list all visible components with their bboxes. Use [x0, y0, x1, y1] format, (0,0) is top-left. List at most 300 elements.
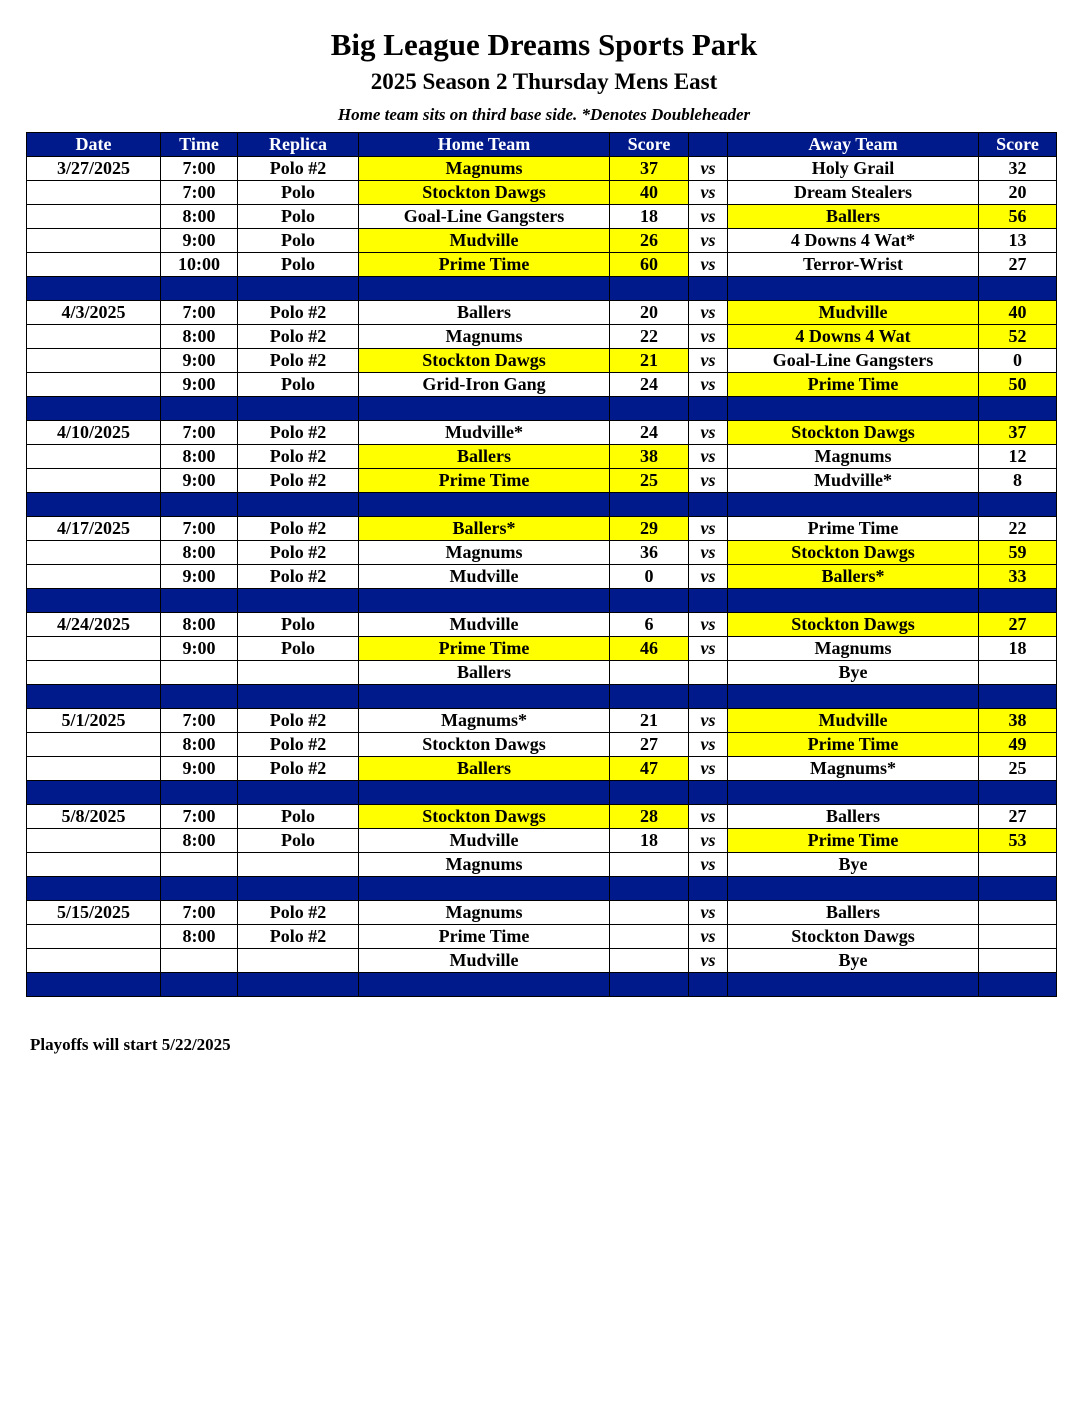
home-team-cell: Magnums [359, 853, 610, 877]
separator-cell [238, 589, 359, 613]
date-cell: 4/24/2025 [27, 613, 161, 637]
time-cell: 9:00 [161, 229, 238, 253]
home-team-cell: Magnums* [359, 709, 610, 733]
away-team-cell: Magnums [728, 445, 979, 469]
table-row [27, 253, 1057, 277]
footer-note: Playoffs will start 5/22/2025 [30, 1035, 231, 1054]
separator-cell [610, 973, 689, 997]
table-row [27, 925, 1057, 949]
away-team-cell: Ballers* [728, 565, 979, 589]
separator-row [27, 877, 1057, 901]
away-score-cell: 53 [979, 829, 1057, 853]
table-row [27, 517, 1057, 541]
away-team-cell: Ballers [728, 805, 979, 829]
table-row [27, 181, 1057, 205]
away-score-cell: 27 [979, 613, 1057, 637]
separator-cell [979, 781, 1057, 805]
home-team-cell: Stockton Dawgs [359, 349, 610, 373]
separator-cell [689, 877, 728, 901]
home-score-cell [610, 661, 689, 685]
home-score-cell: 27 [610, 733, 689, 757]
replica-cell: Polo [238, 253, 359, 277]
separator-cell [359, 877, 610, 901]
separator-cell [359, 973, 610, 997]
table-row [27, 229, 1057, 253]
replica-cell: Polo #2 [238, 421, 359, 445]
separator-cell [238, 877, 359, 901]
time-cell: 7:00 [161, 301, 238, 325]
replica-cell: Polo #2 [238, 517, 359, 541]
date-cell [27, 373, 161, 397]
time-cell: 8:00 [161, 445, 238, 469]
time-cell: 8:00 [161, 733, 238, 757]
home-team-cell: Goal-Line Gangsters [359, 205, 610, 229]
replica-cell: Polo #2 [238, 157, 359, 181]
away-team-cell: Prime Time [728, 373, 979, 397]
replica-cell: Polo #2 [238, 301, 359, 325]
date-cell [27, 541, 161, 565]
separator-cell [359, 493, 610, 517]
home-team-cell: Ballers [359, 757, 610, 781]
home-team-cell: Ballers [359, 445, 610, 469]
time-cell: 7:00 [161, 157, 238, 181]
away-team-cell: Stockton Dawgs [728, 421, 979, 445]
away-team-cell: Bye [728, 853, 979, 877]
col-header-away-score: Score [979, 133, 1057, 157]
separator-cell [161, 685, 238, 709]
separator-cell [689, 493, 728, 517]
separator-cell [161, 973, 238, 997]
home-team-cell: Mudville [359, 829, 610, 853]
vs-cell: vs [689, 445, 728, 469]
date-cell [27, 829, 161, 853]
separator-cell [238, 781, 359, 805]
table-row [27, 901, 1057, 925]
away-score-cell [979, 853, 1057, 877]
separator-cell [238, 397, 359, 421]
date-cell: 5/15/2025 [27, 901, 161, 925]
table-row [27, 469, 1057, 493]
separator-cell [689, 973, 728, 997]
separator-cell [728, 973, 979, 997]
home-team-cell: Prime Time [359, 253, 610, 277]
away-team-cell: Stockton Dawgs [728, 541, 979, 565]
home-team-cell: Ballers* [359, 517, 610, 541]
home-team-cell: Mudville* [359, 421, 610, 445]
col-header-away-team: Away Team [728, 133, 979, 157]
home-score-cell: 37 [610, 157, 689, 181]
separator-cell [359, 277, 610, 301]
date-cell [27, 253, 161, 277]
vs-cell: vs [689, 517, 728, 541]
replica-cell: Polo [238, 229, 359, 253]
away-score-cell: 56 [979, 205, 1057, 229]
home-team-cell: Ballers [359, 661, 610, 685]
col-header-date: Date [27, 133, 161, 157]
table-row [27, 349, 1057, 373]
separator-row [27, 277, 1057, 301]
home-team-cell: Mudville [359, 613, 610, 637]
separator-cell [238, 277, 359, 301]
vs-cell: vs [689, 253, 728, 277]
home-team-cell: Prime Time [359, 469, 610, 493]
away-score-cell: 13 [979, 229, 1057, 253]
table-row [27, 157, 1057, 181]
away-score-cell: 49 [979, 733, 1057, 757]
separator-cell [689, 397, 728, 421]
away-team-cell: Goal-Line Gangsters [728, 349, 979, 373]
replica-cell: Polo [238, 373, 359, 397]
vs-cell: vs [689, 325, 728, 349]
away-team-cell: Magnums [728, 637, 979, 661]
date-cell [27, 445, 161, 469]
home-score-cell: 47 [610, 757, 689, 781]
separator-cell [689, 589, 728, 613]
time-cell: 7:00 [161, 517, 238, 541]
separator-cell [359, 589, 610, 613]
home-score-cell: 6 [610, 613, 689, 637]
replica-cell: Polo #2 [238, 709, 359, 733]
replica-cell: Polo #2 [238, 325, 359, 349]
away-team-cell: Terror-Wrist [728, 253, 979, 277]
table-row [27, 205, 1057, 229]
col-header-home-score: Score [610, 133, 689, 157]
separator-row [27, 685, 1057, 709]
table-row [27, 565, 1057, 589]
away-team-cell: Mudville [728, 301, 979, 325]
home-score-cell: 60 [610, 253, 689, 277]
replica-cell: Polo #2 [238, 757, 359, 781]
replica-cell: Polo [238, 637, 359, 661]
col-header-replica: Replica [238, 133, 359, 157]
time-cell: 7:00 [161, 709, 238, 733]
separator-cell [979, 277, 1057, 301]
home-score-cell: 46 [610, 637, 689, 661]
separator-row [27, 781, 1057, 805]
time-cell: 10:00 [161, 253, 238, 277]
separator-cell [689, 685, 728, 709]
separator-cell [27, 589, 161, 613]
home-score-cell: 25 [610, 469, 689, 493]
time-cell: 8:00 [161, 541, 238, 565]
date-cell [27, 325, 161, 349]
away-score-cell: 32 [979, 157, 1057, 181]
home-team-cell: Magnums [359, 541, 610, 565]
home-team-cell: Mudville [359, 565, 610, 589]
away-team-cell: Prime Time [728, 829, 979, 853]
separator-cell [728, 685, 979, 709]
home-team-cell: Prime Time [359, 925, 610, 949]
page-subtitle: 2025 Season 2 Thursday Mens East [370, 69, 718, 94]
vs-cell: vs [689, 469, 728, 493]
away-score-cell: 18 [979, 637, 1057, 661]
replica-cell: Polo [238, 613, 359, 637]
vs-cell: vs [689, 229, 728, 253]
separator-cell [689, 781, 728, 805]
time-cell: 9:00 [161, 349, 238, 373]
separator-cell [161, 493, 238, 517]
separator-cell [610, 781, 689, 805]
vs-cell: vs [689, 157, 728, 181]
table-row [27, 949, 1057, 973]
vs-cell: vs [689, 205, 728, 229]
time-cell: 9:00 [161, 373, 238, 397]
date-cell [27, 469, 161, 493]
date-cell [27, 733, 161, 757]
schedule-table [26, 132, 1057, 997]
date-cell: 3/27/2025 [27, 157, 161, 181]
home-score-cell: 36 [610, 541, 689, 565]
away-score-cell: 33 [979, 565, 1057, 589]
date-cell [27, 349, 161, 373]
table-row [27, 853, 1057, 877]
away-score-cell: 0 [979, 349, 1057, 373]
separator-cell [979, 685, 1057, 709]
replica-cell: Polo [238, 805, 359, 829]
table-row [27, 709, 1057, 733]
col-header-time: Time [161, 133, 238, 157]
separator-cell [979, 397, 1057, 421]
col-header-vs [689, 133, 728, 157]
date-cell [27, 949, 161, 973]
home-score-cell: 0 [610, 565, 689, 589]
away-team-cell: Holy Grail [728, 157, 979, 181]
replica-cell [238, 853, 359, 877]
separator-cell [728, 397, 979, 421]
time-cell: 9:00 [161, 757, 238, 781]
separator-cell [27, 781, 161, 805]
vs-cell: vs [689, 301, 728, 325]
vs-cell: vs [689, 757, 728, 781]
away-score-cell: 59 [979, 541, 1057, 565]
replica-cell: Polo #2 [238, 901, 359, 925]
separator-cell [27, 277, 161, 301]
home-score-cell: 26 [610, 229, 689, 253]
page-title: Big League Dreams Sports Park [330, 27, 758, 62]
away-score-cell: 8 [979, 469, 1057, 493]
home-score-cell: 18 [610, 205, 689, 229]
separator-row [27, 493, 1057, 517]
time-cell: 7:00 [161, 181, 238, 205]
vs-cell: vs [689, 949, 728, 973]
away-team-cell: Magnums* [728, 757, 979, 781]
home-team-cell: Stockton Dawgs [359, 733, 610, 757]
home-score-cell: 28 [610, 805, 689, 829]
separator-cell [728, 493, 979, 517]
home-score-cell [610, 901, 689, 925]
home-score-cell: 24 [610, 373, 689, 397]
vs-cell [689, 661, 728, 685]
away-score-cell: 27 [979, 253, 1057, 277]
away-team-cell: Mudville [728, 709, 979, 733]
separator-cell [610, 877, 689, 901]
home-score-cell: 40 [610, 181, 689, 205]
vs-cell: vs [689, 709, 728, 733]
replica-cell: Polo #2 [238, 565, 359, 589]
away-team-cell: Ballers [728, 205, 979, 229]
date-cell [27, 205, 161, 229]
away-score-cell: 50 [979, 373, 1057, 397]
vs-cell: vs [689, 541, 728, 565]
home-score-cell: 21 [610, 349, 689, 373]
vs-cell: vs [689, 829, 728, 853]
time-cell [161, 661, 238, 685]
away-team-cell: 4 Downs 4 Wat* [728, 229, 979, 253]
date-cell [27, 181, 161, 205]
away-team-cell: 4 Downs 4 Wat [728, 325, 979, 349]
separator-cell [238, 685, 359, 709]
time-cell: 9:00 [161, 565, 238, 589]
separator-cell [728, 781, 979, 805]
table-row [27, 661, 1057, 685]
separator-cell [27, 685, 161, 709]
home-team-cell: Stockton Dawgs [359, 181, 610, 205]
separator-cell [610, 685, 689, 709]
separator-cell [161, 397, 238, 421]
vs-cell: vs [689, 181, 728, 205]
home-score-cell: 29 [610, 517, 689, 541]
home-team-cell: Mudville [359, 229, 610, 253]
vs-cell: vs [689, 565, 728, 589]
home-team-cell: Stockton Dawgs [359, 805, 610, 829]
away-team-cell: Bye [728, 949, 979, 973]
time-cell: 7:00 [161, 901, 238, 925]
home-score-cell: 18 [610, 829, 689, 853]
separator-cell [238, 973, 359, 997]
separator-cell [27, 973, 161, 997]
away-team-cell: Mudville* [728, 469, 979, 493]
separator-cell [27, 877, 161, 901]
home-score-cell [610, 925, 689, 949]
schedule-body [27, 157, 1057, 997]
away-score-cell: 22 [979, 517, 1057, 541]
separator-cell [359, 781, 610, 805]
home-score-cell [610, 853, 689, 877]
separator-cell [728, 277, 979, 301]
separator-cell [161, 589, 238, 613]
vs-cell: vs [689, 349, 728, 373]
separator-row [27, 589, 1057, 613]
separator-cell [161, 277, 238, 301]
time-cell: 8:00 [161, 205, 238, 229]
separator-cell [359, 685, 610, 709]
separator-cell [238, 493, 359, 517]
table-row [27, 325, 1057, 349]
table-row [27, 421, 1057, 445]
away-team-cell: Prime Time [728, 733, 979, 757]
table-row [27, 301, 1057, 325]
time-cell: 8:00 [161, 613, 238, 637]
away-team-cell: Stockton Dawgs [728, 925, 979, 949]
vs-cell: vs [689, 925, 728, 949]
time-cell [161, 949, 238, 973]
away-score-cell [979, 661, 1057, 685]
date-cell: 4/10/2025 [27, 421, 161, 445]
away-score-cell: 27 [979, 805, 1057, 829]
table-row [27, 757, 1057, 781]
separator-cell [610, 277, 689, 301]
table-row [27, 541, 1057, 565]
away-team-cell: Dream Stealers [728, 181, 979, 205]
time-cell: 7:00 [161, 421, 238, 445]
separator-cell [610, 493, 689, 517]
separator-row [27, 973, 1057, 997]
table-header-row [27, 133, 1057, 157]
table-row [27, 733, 1057, 757]
away-team-cell: Bye [728, 661, 979, 685]
home-team-cell: Magnums [359, 901, 610, 925]
away-team-cell: Prime Time [728, 517, 979, 541]
separator-cell [161, 781, 238, 805]
home-score-cell: 20 [610, 301, 689, 325]
separator-cell [979, 877, 1057, 901]
separator-cell [979, 589, 1057, 613]
separator-cell [161, 877, 238, 901]
table-row [27, 805, 1057, 829]
separator-cell [610, 589, 689, 613]
date-cell: 5/8/2025 [27, 805, 161, 829]
date-cell [27, 757, 161, 781]
replica-cell: Polo [238, 829, 359, 853]
replica-cell: Polo [238, 181, 359, 205]
away-score-cell: 37 [979, 421, 1057, 445]
replica-cell: Polo #2 [238, 349, 359, 373]
table-row [27, 373, 1057, 397]
away-score-cell [979, 949, 1057, 973]
away-score-cell [979, 901, 1057, 925]
home-score-cell [610, 949, 689, 973]
away-team-cell: Ballers [728, 901, 979, 925]
separator-cell [979, 973, 1057, 997]
vs-cell: vs [689, 853, 728, 877]
separator-cell [728, 877, 979, 901]
replica-cell: Polo #2 [238, 925, 359, 949]
vs-cell: vs [689, 805, 728, 829]
replica-cell [238, 949, 359, 973]
page-note: Home team sits on third base side. *Denotes Doubleheader [337, 105, 751, 124]
home-score-cell: 22 [610, 325, 689, 349]
separator-cell [27, 493, 161, 517]
away-score-cell: 52 [979, 325, 1057, 349]
away-score-cell: 20 [979, 181, 1057, 205]
home-score-cell: 21 [610, 709, 689, 733]
separator-cell [359, 397, 610, 421]
home-score-cell: 24 [610, 421, 689, 445]
date-cell [27, 661, 161, 685]
separator-cell [689, 277, 728, 301]
vs-cell: vs [689, 637, 728, 661]
time-cell: 8:00 [161, 925, 238, 949]
date-cell: 4/17/2025 [27, 517, 161, 541]
col-header-home-team: Home Team [359, 133, 610, 157]
table-row [27, 829, 1057, 853]
separator-cell [610, 397, 689, 421]
home-score-cell: 38 [610, 445, 689, 469]
home-team-cell: Magnums [359, 157, 610, 181]
away-score-cell: 40 [979, 301, 1057, 325]
time-cell: 7:00 [161, 805, 238, 829]
home-team-cell: Prime Time [359, 637, 610, 661]
replica-cell: Polo #2 [238, 541, 359, 565]
home-team-cell: Magnums [359, 325, 610, 349]
away-score-cell: 12 [979, 445, 1057, 469]
separator-cell [27, 397, 161, 421]
vs-cell: vs [689, 373, 728, 397]
date-cell [27, 565, 161, 589]
time-cell [161, 853, 238, 877]
date-cell: 4/3/2025 [27, 301, 161, 325]
replica-cell: Polo #2 [238, 733, 359, 757]
